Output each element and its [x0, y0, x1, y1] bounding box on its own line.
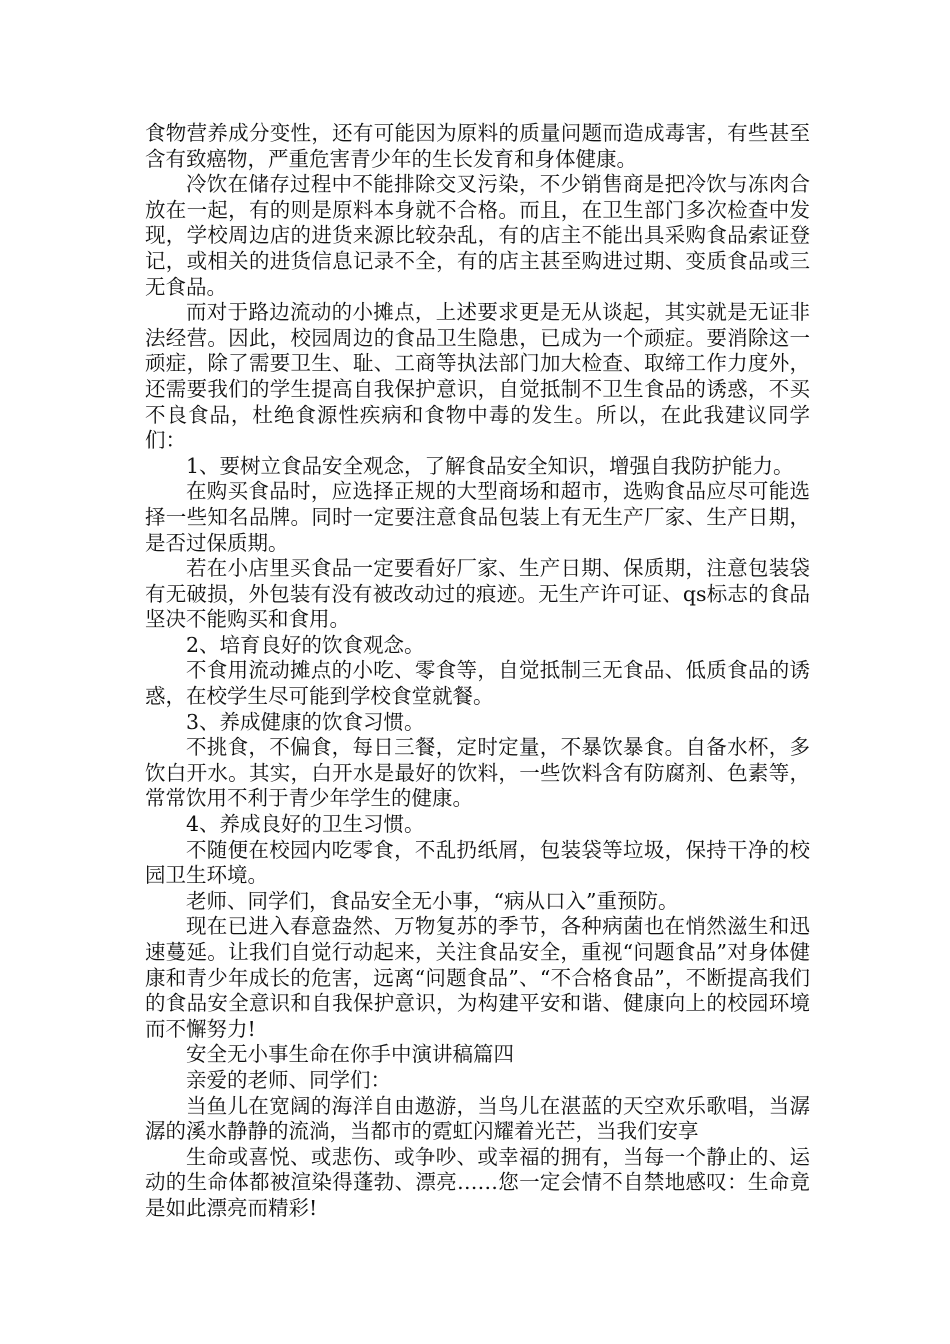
paragraph: 在购买食品时，应选择正规的大型商场和超市，选购食品应尽可能选择一些知名品牌。同时一定要注意食品包装上有无生产厂家、生产日期，是否过保质期。 [145, 479, 810, 555]
paragraph: 不挑食，不偏食，每日三餐，定时定量，不暴饮暴食。自备水杯，多饮白开水。其实，白开水是最好的饮料，一些饮料含有防腐剂、色素等，常常饮用不利于青少年学生的健康。 [145, 735, 810, 811]
paragraph: 若在小店里买食品一定要看好厂家、生产日期、保质期，注意包装袋有无破损，外包装有没有被改动过的痕迹。无生产许可证、qs标志的食品坚决不能购买和食用。 [145, 556, 810, 632]
paragraph: 食物营养成分变性，还有可能因为原料的质量问题而造成毒害，有些甚至含有致癌物，严重危害青少年的生长发育和身体健康。 [145, 121, 810, 171]
paragraph: 当鱼儿在宽阔的海洋自由遨游，当鸟儿在湛蓝的天空欢乐歌唱，当潺潺的溪水静静的流淌，当都市的霓虹闪耀着光芒，当我们安享 [145, 1093, 810, 1144]
paragraph: 老师、同学们，食品安全无小事，“病从口入”重预防。 [186, 888, 679, 913]
paragraph: 现在已进入春意盎然、万物复苏的季节，各种病菌也在悄然滋生和迅速蔓延。让我们自觉行动起来，关注食品安全，重视“问题食品”对身体健康和青少年成长的危害，远离“问题食品”、“不合格食品”，不断提高我们的食品安全意识和自我保护意识，为构建平安和谐、健康向上的校园环境而不懈努力! [145, 914, 810, 1041]
list-item-heading: 3、养成健康的饮食习惯。 [186, 709, 425, 734]
paragraph: 生命或喜悦、或悲伤、或争吵、或幸福的拥有，当每一个静止的、运动的生命体都被渲染得蓬勃、漂亮……您一定会情不自禁地感叹：生命竟是如此漂亮而精彩! [145, 1144, 810, 1220]
body-text [145, 121, 810, 1222]
paragraph: 不随便在校园内吃零食，不乱扔纸屑，包装袋等垃圾，保持干净的校园卫生环境。 [145, 837, 810, 888]
paragraph: 冷饮在储存过程中不能排除交叉污染，不少销售商是把冷饮与冻肉合放在一起，有的则是原料本身就不合格。而且，在卫生部门多次检查中发现，学校周边店的进货来源比较杂乱，有的店主不能出具采购食品索证登记，或相关的进货信息记录不全，有的店主甚至购进过期、变质食品或三无食品。 [145, 172, 810, 299]
list-item-heading: 2、培育良好的饮食观念。 [186, 632, 425, 657]
list-item-heading: 1、要树立食品安全观念，了解食品安全知识，增强自我防护能力。 [186, 453, 794, 478]
section-title: 安全无小事生命在你手中演讲稿篇四 [186, 1042, 514, 1067]
salutation: 亲爱的老师、同学们： [186, 1067, 391, 1092]
paragraph: 而对于路边流动的小摊点，上述要求更是无从谈起，其实就是无证非法经营。因此，校园周边的食品卫生隐患，已成为一个顽症。要消除这一顽症，除了需要卫生、耻、工商等执法部门加大检查、取缔工作力度外，还需要我们的学生提高自我保护意识，自觉抵制不卫生食品的诱惑，不买不良食品，杜绝食源性疾病和食物中毒的发生。所以，在此我建议同学们： [145, 300, 810, 453]
list-item-heading: 4、养成良好的卫生习惯。 [186, 812, 425, 837]
paragraph: 不食用流动摊点的小吃、零食等，自觉抵制三无食品、低质食品的诱惑，在校学生尽可能到学校食堂就餐。 [145, 658, 810, 709]
